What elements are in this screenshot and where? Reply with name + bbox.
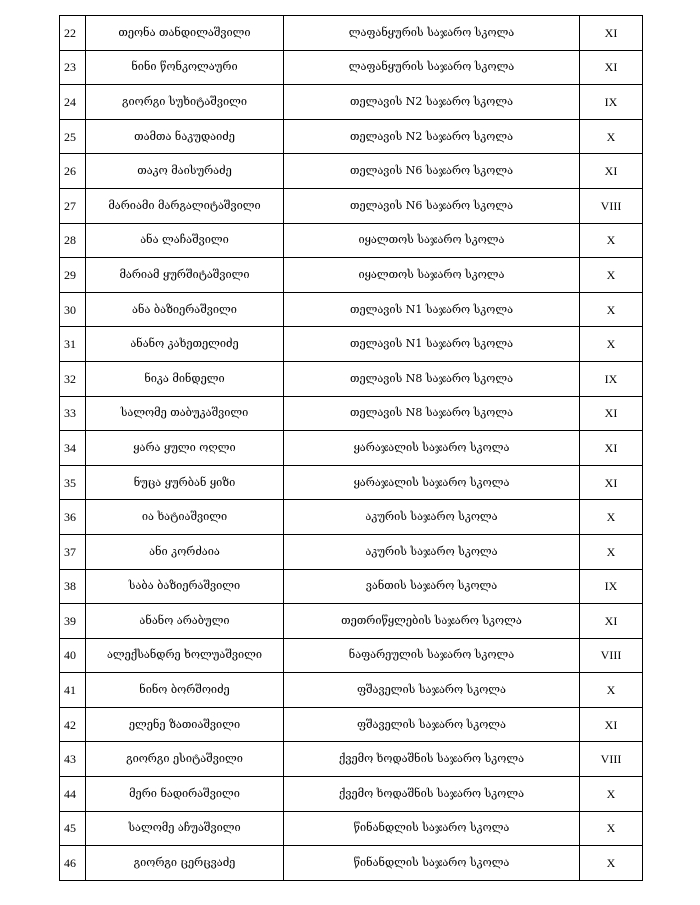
row-number-cell: 28 — [60, 223, 86, 258]
school-name-cell: იყალთოს საჯარო სკოლა — [284, 258, 580, 293]
table-row — [60, 154, 643, 189]
row-number-cell: 24 — [60, 85, 86, 120]
table-row — [60, 327, 643, 362]
school-name-cell: ლაფანყურის საჯარო სკოლა — [284, 16, 580, 51]
table-row — [60, 85, 643, 120]
student-name-cell: თამთა ნაკუდაიძე — [86, 119, 284, 154]
table-row — [60, 742, 643, 777]
student-name-cell: ყარა ყული ოღლი — [86, 431, 284, 466]
school-name-cell: ყარაჯალის საჯარო სკოლა — [284, 431, 580, 466]
row-number-cell: 40 — [60, 638, 86, 673]
school-name-cell: ქვემო ხოდაშნის საჯარო სკოლა — [284, 777, 580, 812]
grade-cell: IX — [580, 85, 643, 120]
table-row — [60, 465, 643, 500]
row-number-cell: 33 — [60, 396, 86, 431]
grade-cell: IX — [580, 569, 643, 604]
student-name-cell: ანანო კახეთელიძე — [86, 327, 284, 362]
student-name-cell: ელენე ზათიაშვილი — [86, 707, 284, 742]
table-row — [60, 431, 643, 466]
school-name-cell: ქვემო ხოდაშნის საჯარო სკოლა — [284, 742, 580, 777]
row-number-cell: 25 — [60, 119, 86, 154]
student-name-cell: ანი კორძაია — [86, 534, 284, 569]
grade-cell: X — [580, 846, 643, 881]
grade-cell: X — [580, 327, 643, 362]
table-row — [60, 119, 643, 154]
student-name-cell: სალომე აჩუაშვილი — [86, 811, 284, 846]
grade-cell: X — [580, 119, 643, 154]
table-row — [60, 638, 643, 673]
table-row — [60, 292, 643, 327]
student-name-cell: საბა ბაზიერაშვილი — [86, 569, 284, 604]
grade-cell: VIII — [580, 742, 643, 777]
school-name-cell: ფშაველის საჯარო სკოლა — [284, 707, 580, 742]
row-number-cell: 22 — [60, 16, 86, 51]
student-name-cell: თაკო მაისურაძე — [86, 154, 284, 189]
school-name-cell: აკურის საჯარო სკოლა — [284, 500, 580, 535]
student-name-cell: ია ხატიაშვილი — [86, 500, 284, 535]
grade-cell: X — [580, 777, 643, 812]
school-name-cell: წინანდლის საჯარო სკოლა — [284, 846, 580, 881]
student-name-cell: მარიამი მარგალიტაშვილი — [86, 188, 284, 223]
school-name-cell: თელავის N8 საჯარო სკოლა — [284, 361, 580, 396]
school-name-cell: თეთრიწყლების საჯარო სკოლა — [284, 604, 580, 639]
table-row — [60, 361, 643, 396]
grade-cell: X — [580, 500, 643, 535]
grade-cell: X — [580, 673, 643, 708]
participants-table-body — [60, 16, 643, 881]
grade-cell: XI — [580, 16, 643, 51]
row-number-cell: 45 — [60, 811, 86, 846]
table-row — [60, 16, 643, 51]
grade-cell: IX — [580, 361, 643, 396]
grade-cell: X — [580, 223, 643, 258]
row-number-cell: 31 — [60, 327, 86, 362]
school-name-cell: ვანთის საჯარო სკოლა — [284, 569, 580, 604]
grade-cell: X — [580, 534, 643, 569]
row-number-cell: 26 — [60, 154, 86, 189]
school-name-cell: აკურის საჯარო სკოლა — [284, 534, 580, 569]
student-name-cell: გიორგი ესიტაშვილი — [86, 742, 284, 777]
student-name-cell: ნუცა ყურბან ყიზი — [86, 465, 284, 500]
grade-cell: XI — [580, 707, 643, 742]
school-name-cell: თელავის N6 საჯარო სკოლა — [284, 154, 580, 189]
table-row — [60, 188, 643, 223]
row-number-cell: 27 — [60, 188, 86, 223]
row-number-cell: 43 — [60, 742, 86, 777]
school-name-cell: ლაფანყურის საჯარო სკოლა — [284, 50, 580, 85]
school-name-cell: თელავის N1 საჯარო სკოლა — [284, 292, 580, 327]
student-name-cell: ანანო არაბული — [86, 604, 284, 639]
table-row — [60, 223, 643, 258]
student-name-cell: ანა ბაზიერაშვილი — [86, 292, 284, 327]
participants-table — [59, 15, 643, 881]
row-number-cell: 35 — [60, 465, 86, 500]
student-name-cell: ნინი წონკოლაური — [86, 50, 284, 85]
school-name-cell: თელავის N1 საჯარო სკოლა — [284, 327, 580, 362]
student-name-cell: ნიკა მინდელი — [86, 361, 284, 396]
school-name-cell: ფშაველის საჯარო სკოლა — [284, 673, 580, 708]
grade-cell: XI — [580, 154, 643, 189]
student-name-cell: სალომე თაბუკაშვილი — [86, 396, 284, 431]
grade-cell: VIII — [580, 638, 643, 673]
school-name-cell: ყარაჯალის საჯარო სკოლა — [284, 465, 580, 500]
row-number-cell: 42 — [60, 707, 86, 742]
grade-cell: XI — [580, 396, 643, 431]
table-row — [60, 50, 643, 85]
row-number-cell: 30 — [60, 292, 86, 327]
student-name-cell: თეონა თანდილაშვილი — [86, 16, 284, 51]
row-number-cell: 39 — [60, 604, 86, 639]
school-name-cell: თელავის N2 საჯარო სკოლა — [284, 85, 580, 120]
student-name-cell: ალექსანდრე ხოლუაშვილი — [86, 638, 284, 673]
student-name-cell: გიორგი სუხიტაშვილი — [86, 85, 284, 120]
school-name-cell: თელავის N2 საჯარო სკოლა — [284, 119, 580, 154]
table-row — [60, 396, 643, 431]
student-name-cell: ანა ლაჩაშვილი — [86, 223, 284, 258]
grade-cell: X — [580, 292, 643, 327]
grade-cell: X — [580, 811, 643, 846]
grade-cell: X — [580, 258, 643, 293]
student-name-cell: მარიამ ყურშიტაშვილი — [86, 258, 284, 293]
row-number-cell: 32 — [60, 361, 86, 396]
student-name-cell: ნინო ბორშოიძე — [86, 673, 284, 708]
table-row — [60, 534, 643, 569]
school-name-cell: თელავის N6 საჯარო სკოლა — [284, 188, 580, 223]
student-name-cell: გიორგი ცერცვაძე — [86, 846, 284, 881]
table-row — [60, 777, 643, 812]
table-row — [60, 604, 643, 639]
table-row — [60, 673, 643, 708]
grade-cell: VIII — [580, 188, 643, 223]
school-name-cell: იყალთოს საჯარო სკოლა — [284, 223, 580, 258]
row-number-cell: 44 — [60, 777, 86, 812]
table-row — [60, 258, 643, 293]
grade-cell: XI — [580, 604, 643, 639]
grade-cell: XI — [580, 50, 643, 85]
row-number-cell: 37 — [60, 534, 86, 569]
student-name-cell: მერი ნადირაშვილი — [86, 777, 284, 812]
row-number-cell: 36 — [60, 500, 86, 535]
grade-cell: XI — [580, 431, 643, 466]
row-number-cell: 29 — [60, 258, 86, 293]
row-number-cell: 41 — [60, 673, 86, 708]
table-row — [60, 500, 643, 535]
table-row — [60, 846, 643, 881]
school-name-cell: ნაფარეულის საჯარო სკოლა — [284, 638, 580, 673]
row-number-cell: 46 — [60, 846, 86, 881]
school-name-cell: წინანდლის საჯარო სკოლა — [284, 811, 580, 846]
row-number-cell: 23 — [60, 50, 86, 85]
row-number-cell: 38 — [60, 569, 86, 604]
grade-cell: XI — [580, 465, 643, 500]
school-name-cell: თელავის N8 საჯარო სკოლა — [284, 396, 580, 431]
table-row — [60, 811, 643, 846]
table-row — [60, 569, 643, 604]
row-number-cell: 34 — [60, 431, 86, 466]
table-row — [60, 707, 643, 742]
